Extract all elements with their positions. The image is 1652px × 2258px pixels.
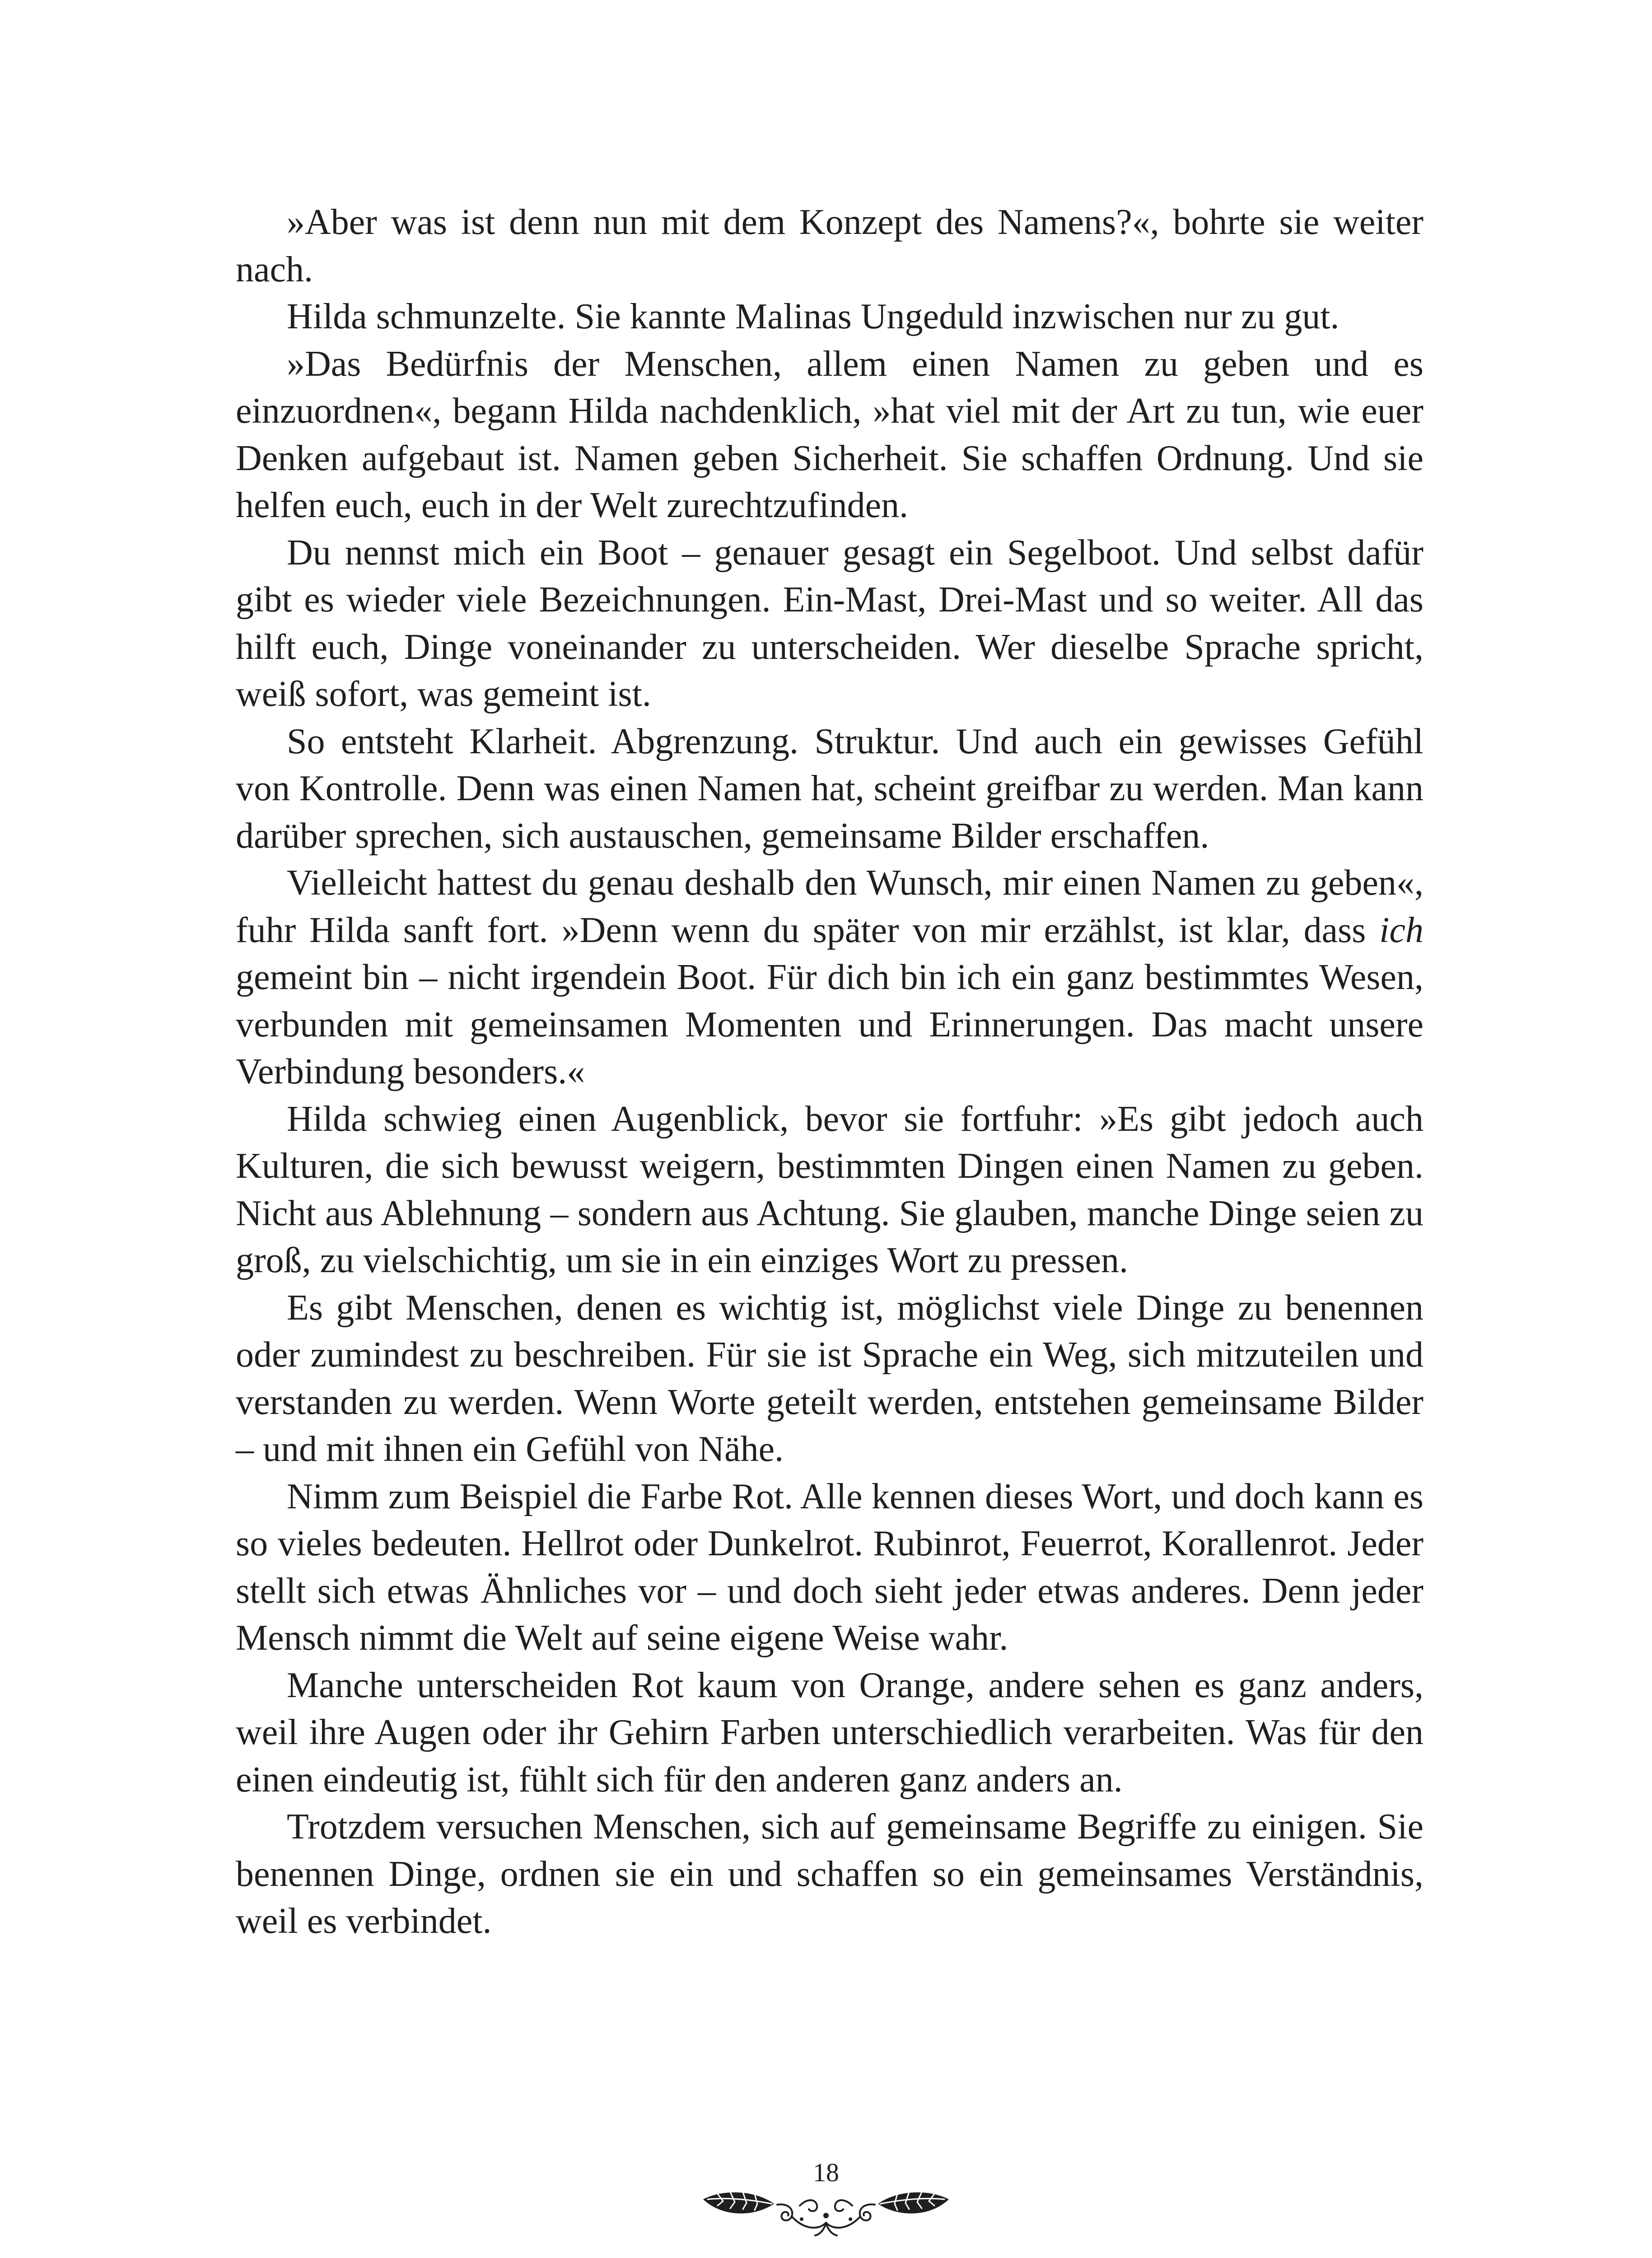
paragraph-5 bbox=[236, 718, 1423, 860]
paragraph-4 bbox=[236, 529, 1423, 718]
paragraph-3 bbox=[236, 341, 1423, 529]
paragraph-5-text: So entsteht Klarheit. Abgrenzung. Struktur. Und auch ein gewisses Gefühl von Kontrolle. Denn was einen Namen hat, scheint greifbar zu werden. Man kann darüber sprechen, sich austauschen, gemeinsame Bilder erschaffen. bbox=[236, 721, 1423, 856]
paragraph-6-text-b: gemeint bin – nicht irgendein Boot. Für dich bin ich ein ganz bestimmtes Wesen, verbunden mit gemeinsamen Momenten und Erinnerungen. Das macht unsere Verbindung besonders.« bbox=[236, 957, 1423, 1092]
paragraph-2 bbox=[236, 293, 1423, 341]
paragraph-7 bbox=[236, 1096, 1423, 1284]
paragraph-2-text: Hilda schmunzelte. Sie kannte Malinas Ungeduld inzwischen nur zu gut. bbox=[287, 297, 1339, 336]
paragraph-7-text: Hilda schwieg einen Augenblick, bevor sie fortfuhr: »Es gibt jedoch auch Kulturen, die sich bewusst weigern, bestimmten Dingen einen Namen zu geben. Nicht aus Ablehnung – sondern aus Achtung. Sie glauben, manche Dinge seien zu groß, zu vielschichtig, um sie in ein einziges Wort zu pressen. bbox=[236, 1099, 1423, 1280]
paragraph-10-text: Manche unterscheiden Rot kaum von Orange, andere sehen es ganz anders, weil ihre Augen oder ihr Gehirn Farben unterschiedlich verarbeiten. Was für den einen eindeutig ist, fühlt sich für den anderen ganz anders an. bbox=[236, 1665, 1423, 1800]
paragraph-10 bbox=[236, 1662, 1423, 1804]
paragraph-8 bbox=[236, 1284, 1423, 1473]
paragraph-9-text: Nimm zum Beispiel die Farbe Rot. Alle kennen dieses Wort, und doch kann es so vieles bedeuten. Hellrot oder Dunkelrot. Rubinrot, Feuerrot, Korallenrot. Jeder stellt sich etwas Ähnliches vor – und doch sieht jeder etwas anderes. Denn jeder Mensch nimmt die Welt auf seine eigene Weise wahr. bbox=[236, 1476, 1423, 1658]
paragraph-1 bbox=[236, 199, 1423, 293]
floral-ornament-icon bbox=[695, 2176, 957, 2239]
book-page-text bbox=[236, 199, 1423, 1945]
paragraph-4-text: Du nennst mich ein Boot – genauer gesagt ein Segelboot. Und selbst dafür gibt es wieder viele Bezeichnungen. Ein-Mast, Drei-Mast und so weiter. All das hilft euch, Dinge voneinander zu unterscheiden. Wer dieselbe Sprache spricht, weiß sofort, was gemeint ist. bbox=[236, 532, 1423, 714]
paragraph-8-text: Es gibt Menschen, denen es wichtig ist, möglichst viele Dinge zu benennen oder zumindest zu beschreiben. Für sie ist Sprache ein Weg, sich mitzuteilen und verstanden zu werden. Wenn Worte geteilt werden, entstehen gemeinsame Bilder – und mit ihnen ein Gefühl von Nähe. bbox=[236, 1288, 1423, 1469]
paragraph-11-text: Trotzdem versuchen Menschen, sich auf gemeinsame Begriffe zu einigen. Sie benennen Dinge, ordnen sie ein und schaffen so ein gemeinsames Verständnis, weil es verbindet. bbox=[236, 1807, 1423, 1941]
page-number: 18 bbox=[813, 2158, 839, 2187]
paragraph-11 bbox=[236, 1803, 1423, 1945]
paragraph-1-text: »Aber was ist denn nun mit dem Konzept des Namens?«, bohrte sie weiter nach. bbox=[236, 202, 1423, 289]
paragraph-3-text: »Das Bedürfnis der Menschen, allem einen Namen zu geben und es einzuordnen«, begann Hilda nachdenklich, »hat viel mit der Art zu tun, wie euer Denken aufgebaut ist. Namen geben Sicherheit. Sie schaffen Ordnung. Und sie helfen euch, euch in der Welt zurechtzufinden. bbox=[236, 344, 1423, 525]
emphasized-word: ich bbox=[1379, 910, 1423, 950]
paragraph-9 bbox=[236, 1473, 1423, 1662]
paragraph-6-text-a: Vielleicht hattest du genau deshalb den Wunsch, mir einen Namen zu geben«, fuhr Hilda sanft fort. »Denn wenn du später von mir erzählst, ist klar, dass bbox=[236, 863, 1423, 950]
paragraph-6 bbox=[236, 859, 1423, 1096]
